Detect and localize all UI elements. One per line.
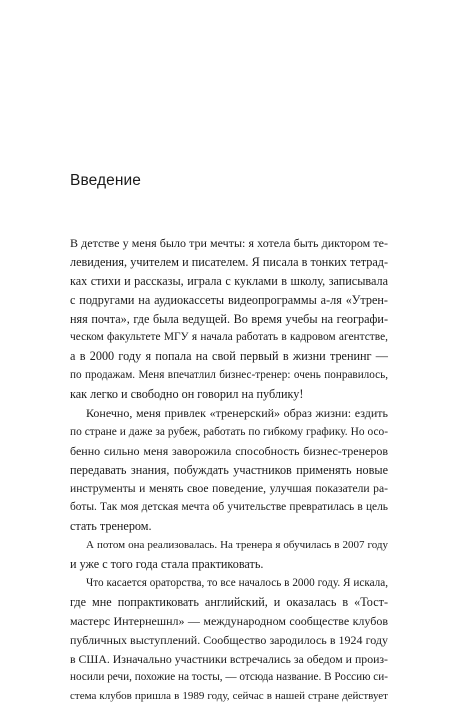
text-line: боты. Так моя детская мечта об учительстве превратилась в цель: [70, 501, 388, 514]
text-line: Что касается ораторства, то все началось в 2000 году. Я искала,: [86, 577, 388, 590]
text-line: няя почта», где была ведущей. Во время учебы на географи-: [70, 311, 388, 326]
text-line: носили речи, похожие на тосты, — отсюда название. В Россию си-: [70, 671, 388, 684]
text-line: стема клубов пришла в 1989 году, сейчас в нашей стране действует: [70, 690, 388, 703]
text-line: стать тренером.: [70, 519, 152, 534]
text-line: ках стихи и рассказы, играла с куклами в школу, записывала: [70, 273, 388, 288]
text-line: бенно сильно меня заворожила способность бизнес-тренеров: [70, 443, 388, 458]
text-line: по продажам. Меня впечатлил бизнес-тренер: очень понравилось,: [70, 369, 388, 382]
text-line: инструменты и менять свое поведение, улучшая показатели ра-: [70, 481, 388, 495]
text-line: ческом факультете МГУ я начала работать в кадровом агентстве,: [70, 331, 388, 344]
text-line: а в 2000 году я попала на свой первый в жизни тренинг —: [70, 349, 388, 364]
text-line: как легко и свободно он говорил на публику!: [70, 387, 304, 402]
text-line: В детстве у меня было три мечты: я хотела быть диктором те-: [70, 236, 388, 250]
text-line: публичных выступлений. Сообщество зародилось в 1924 году: [70, 632, 388, 647]
text-line: по стране и даже за рубеж, работать по гибкому графику. Но осо-: [70, 425, 388, 438]
body-text: [70, 234, 388, 706]
text-line: А потом она реализовалась. На тренера я обучилась в 2007 году: [86, 539, 388, 552]
text-line: левидения, учителем и писателем. Я писала в тонких тетрад-: [70, 254, 388, 269]
text-line: мастерс Интернешнл» — международном сообществе клубов: [70, 613, 388, 628]
text-line: с подругами на аудиокассеты видеопрограммы а-ля «Утрен-: [70, 292, 388, 307]
text-line: передавать знания, побуждать участников применять новые: [70, 462, 388, 477]
text-line: и уже с того года стала практиковать.: [70, 557, 264, 572]
text-line: где мне попрактиковать английский, и оказалась в «Тост-: [70, 594, 388, 609]
chapter-heading: Введение: [70, 172, 141, 189]
text-line: в США. Изначально участники встречались за обедом и произ-: [70, 651, 388, 666]
text-line: Конечно, меня привлек «тренерский» образ жизни: ездить: [86, 406, 388, 421]
